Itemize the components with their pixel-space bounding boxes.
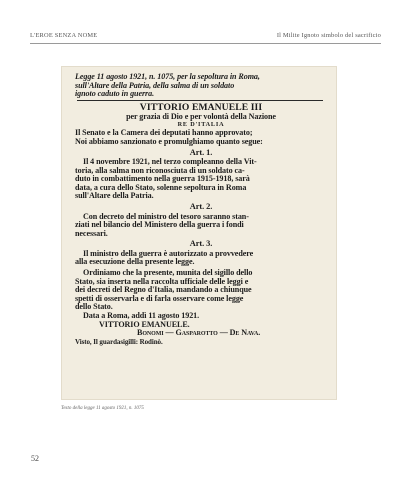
figure-caption: Testo della legge 11 agosto 1921, n. 1075	[61, 406, 144, 411]
king-name: VITTORIO EMANUELE III	[139, 101, 263, 113]
art2-line-2: ziati nel bilancio del Ministero della guerra i fondi	[75, 220, 244, 230]
ministers-signatures: Bonomi — Gasparotto — De Nava.	[137, 328, 261, 338]
art1-line-1: Il 4 novembre 1921, nel terzo compleanno della Vit-	[83, 157, 257, 167]
closing-line-1: Ordiniamo che la presente, munita del sigillo dello	[83, 268, 253, 277]
art1-line-3: duto in combattimento nella guerra 1915-1918, sarà	[75, 174, 250, 184]
law-title-line-3: ignoto caduto in guerra.	[75, 89, 155, 99]
king-signature: VITTORIO EMANUELE.	[99, 319, 190, 329]
title-rule	[77, 100, 323, 101]
art2-line-3: necessari.	[75, 228, 108, 238]
law-title-line-2: sull'Altare della Patria, della salma di un soldato	[75, 80, 235, 90]
closing-line-2: Stato, sia inserta nella raccolta ufficiale delle leggi e	[75, 276, 249, 286]
art2-heading: Art. 2.	[189, 202, 213, 212]
closing-line-5: dello Stato.	[75, 302, 113, 312]
art1-line-2: toria, alla salma non riconosciuta di un soldato ca-	[75, 165, 245, 175]
art3-line-1: Il ministro della guerra è autorizzato a provvedere	[83, 248, 254, 258]
closing-line-4: spetti di osservarla e di farla osservare come legge	[75, 293, 244, 303]
closing-line-3: dei decreti del Regno d'Italia, mandando a chiunque	[75, 285, 252, 295]
running-head	[30, 32, 381, 42]
preamble-line-2: Noi abbiamo sanzionato e promulghiamo quanto segue:	[75, 136, 263, 146]
date-line: Data a Roma, addì 11 agosto 1921.	[83, 310, 200, 320]
art3-line-2: alla esecuzione della presente legge.	[75, 257, 195, 267]
art1-line-4: data, a cura dello Stato, solenne sepoltura in Roma	[75, 182, 247, 192]
art2-line-1: Con decreto del ministro del tesoro saranno stan-	[83, 211, 249, 221]
art1-heading: Art. 1.	[189, 147, 213, 157]
grace-line: per grazia di Dio e per volontà della Nazione	[126, 111, 276, 121]
preamble-line-1: Il Senato e la Camera dei deputati hanno approvato;	[75, 128, 253, 138]
law-title-line-1: Legge 11 agosto 1921, n. 1075, per la sepoltura in Roma,	[75, 72, 260, 81]
re-line: RE D'ITALIA	[177, 121, 225, 129]
running-head-right: Il Milite Ignoto simbolo del sacrificio	[276, 32, 381, 39]
law-document-scan	[61, 66, 337, 400]
art1-line-5: sull'Altare della Patria.	[75, 191, 154, 201]
running-head-left: L'EROE SENZA NOME	[30, 32, 98, 39]
art3-heading: Art. 3.	[189, 239, 213, 249]
visto-line: Visto, Il guardasigilli: Rodinò.	[75, 337, 163, 346]
page-number: 52	[31, 454, 39, 463]
law-text	[75, 73, 327, 346]
header-rule	[30, 43, 381, 44]
